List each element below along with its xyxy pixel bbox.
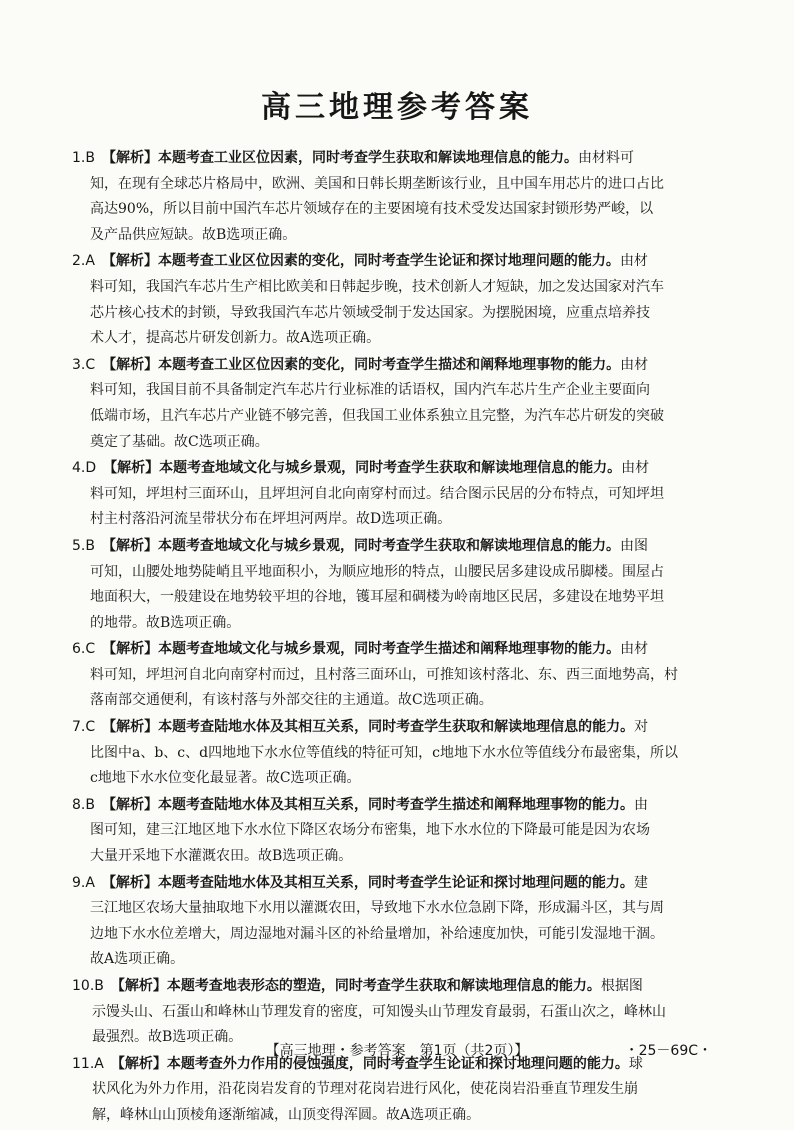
analysis-tag: 【解析】 bbox=[110, 1055, 167, 1072]
answer-text: 由材 bbox=[620, 641, 649, 658]
answer-number: 5.B bbox=[72, 537, 95, 554]
analysis-tag: 【解析】 bbox=[103, 460, 160, 477]
answer-lead: 本题考查工业区位因素的变化，同时考查学生论证和探讨地理问题的能力。 bbox=[157, 253, 620, 270]
answer-text: 对 bbox=[634, 719, 649, 736]
answer-text-line: 故A选项正确。 bbox=[90, 951, 185, 968]
answer-text-line: 高达90%，所以目前中国汽车芯片领域存在的主要困境有技术受发达国家封锁形势严峻，以 bbox=[90, 201, 654, 218]
answer-item bbox=[72, 249, 722, 351]
answer-text-line: 边地下水水位差增大，周边湿地对漏斗区的补给量增加，补给速度加快，可能引发湿地干涸。 bbox=[90, 925, 664, 942]
answer-text: 由材料可 bbox=[577, 150, 634, 166]
answer-text-line: 料可知，坪坦村三面环山，且坪坦河自北向南穿村而过。结合图示民居的分布特点，可知坪坦 bbox=[90, 485, 664, 502]
answer-number: 1.B bbox=[72, 150, 95, 166]
answer-text-line: 大量开采地下水灌溉农田。故B选项正确。 bbox=[90, 848, 353, 865]
answer-text-line: 最强烈。故B选项正确。 bbox=[92, 1029, 243, 1046]
answer-lead: 本题考查地域文化与城乡景观，同时考查学生获取和解读地理信息的能力。 bbox=[157, 537, 620, 554]
answer-list bbox=[72, 146, 722, 1130]
answer-text-line: c地地下水水位变化最显著。故C选项正确。 bbox=[90, 770, 361, 787]
answer-text: 球 bbox=[628, 1055, 643, 1072]
analysis-tag: 【解析】 bbox=[101, 874, 158, 891]
page-title: 高三地理参考答案 bbox=[261, 90, 533, 125]
answer-number: 2.A bbox=[72, 253, 95, 270]
answer-first-line bbox=[72, 534, 722, 560]
answer-item bbox=[72, 637, 722, 714]
answer-text-line: 低端市场，且汽车芯片产业链不够完善，但我国工业体系独立且完整，为汽车芯片研发的突破 bbox=[90, 407, 664, 424]
analysis-tag: 【解析】 bbox=[101, 537, 158, 554]
answer-lead: 本题考查工业区位因素，同时考查学生获取和解读地理信息的能力。 bbox=[157, 150, 578, 166]
answer-text: 由材 bbox=[619, 253, 648, 270]
answer-text-line: 知，在现有全球芯片格局中，欧洲、美国和日韩长期垄断该行业，且中国车用芯片的进口占比 bbox=[90, 175, 664, 192]
answer-text-line: 三江地区农场大量抽取地下水用以灌溉农田，导致地下水水位急剧下降，形成漏斗区，其与周 bbox=[90, 900, 664, 917]
answer-text: 由图 bbox=[619, 537, 648, 554]
answer-first-line bbox=[72, 793, 722, 819]
answer-text: 根据图 bbox=[600, 978, 643, 994]
answer-text-line: 料可知，我国汽车芯片生产相比欧美和日韩起步晚，技术创新人才短缺，加之发达国家对汽车 bbox=[90, 278, 664, 295]
answer-text-line: 料可知，坪坦河自北向南穿村而过，且村落三面环山，可推知该村落北、东、西三面地势高，村 bbox=[90, 666, 678, 683]
answer-first-line bbox=[72, 871, 722, 897]
answer-number: 9.A bbox=[72, 874, 95, 891]
answer-text-line: 图可知，建三江地区地下水水位下降区农场分布密集，地下水水位的下降最可能是因为农场 bbox=[90, 822, 650, 839]
answer-text-line: 落南部交通便利，有该村落与外部交往的主通道。故C选项正确。 bbox=[90, 692, 493, 709]
answer-text-line: 示馒头山、石蛋山和峰林山节理发育的密度，可知馒头山节理发育最弱，石蛋山次之，峰林山 bbox=[92, 1003, 666, 1020]
answer-first-line bbox=[72, 456, 722, 482]
answer-lead: 本题考查外力作用的侵蚀强度，同时考查学生论证和探讨地理问题的能力。 bbox=[166, 1055, 629, 1072]
answer-text-line: 状风化为外力作用，沿花岗岩发育的节理对花岗岩进行风化，使花岗岩沿垂直节理发生崩 bbox=[92, 1081, 638, 1098]
answer-text-line: 芯片核心技术的封锁，导致我国汽车芯片领域受制于发达国家。为摆脱困境，应重点培养技 bbox=[90, 304, 650, 321]
answer-number: 7.C bbox=[72, 719, 96, 736]
footer-code: ・25－69C・ bbox=[624, 1043, 712, 1059]
answer-text-line: 地面积大，一般建设在地势较平坦的谷地，镬耳屋和碉楼为岭南地区民居，多建设在地势平坦 bbox=[90, 589, 664, 606]
footer-page-info: 【高三地理・参考答案 第1页（共2页）】 bbox=[265, 1043, 529, 1059]
answer-text: 由材 bbox=[620, 356, 649, 373]
analysis-tag: 【解析】 bbox=[102, 356, 159, 373]
answer-text-line: 及产品供应短缺。故B选项正确。 bbox=[90, 226, 297, 243]
answer-item bbox=[72, 146, 722, 248]
analysis-tag: 【解析】 bbox=[102, 719, 159, 736]
answer-text-line: 村主村落沿河流呈带状分布在坪坦河两岸。故D选项正确。 bbox=[90, 511, 452, 528]
answer-first-line bbox=[72, 353, 722, 379]
answer-text-line: 的地带。故B选项正确。 bbox=[90, 614, 241, 631]
answer-item bbox=[72, 1052, 722, 1129]
answer-text-line: 奠定了基础。故C选项正确。 bbox=[90, 433, 269, 450]
answer-number: 10.B bbox=[72, 978, 104, 994]
answer-item bbox=[72, 353, 722, 455]
answer-text-line: 解，峰林山山顶棱角逐渐缩减，山顶变得浑圆。故A选项正确。 bbox=[92, 1106, 481, 1123]
analysis-tag: 【解析】 bbox=[110, 978, 167, 994]
answer-item bbox=[72, 534, 722, 636]
answer-first-line bbox=[72, 249, 722, 275]
answer-lead: 本题考查地域文化与城乡景观，同时考查学生描述和阐释地理事物的能力。 bbox=[158, 641, 621, 658]
answer-number: 3.C bbox=[72, 356, 96, 373]
answer-lead: 本题考查陆地水体及其相互关系，同时考查学生论证和探讨地理问题的能力。 bbox=[157, 874, 634, 891]
analysis-tag: 【解析】 bbox=[102, 641, 159, 658]
answer-number: 11.A bbox=[72, 1055, 104, 1072]
answer-lead: 本题考查陆地水体及其相互关系，同时考查学生描述和阐释地理事物的能力。 bbox=[157, 796, 634, 813]
answer-text-line: 比图中a、b、c、d四地地下水水位等值线的特征可知，c地地下水水位等值线分布最密集，所以 bbox=[90, 744, 678, 761]
answer-text-line: 术人才，提高芯片研发创新力。故A选项正确。 bbox=[90, 330, 381, 347]
answer-text: 由材 bbox=[621, 460, 650, 477]
analysis-tag: 【解析】 bbox=[101, 150, 158, 166]
answer-first-line bbox=[72, 637, 722, 663]
answer-text-line: 可知，山腰处地势陡峭且平地面积小，为顺应地形的特点，山腰民居多建设成吊脚楼。围屋占 bbox=[90, 563, 664, 580]
answer-number: 4.D bbox=[72, 460, 97, 477]
answer-text: 由 bbox=[633, 796, 648, 813]
answer-lead: 本题考查陆地水体及其相互关系，同时考查学生获取和解读地理信息的能力。 bbox=[158, 719, 635, 736]
answer-item bbox=[72, 793, 722, 870]
analysis-tag: 【解析】 bbox=[101, 796, 158, 813]
analysis-tag: 【解析】 bbox=[101, 253, 158, 270]
answer-item bbox=[72, 456, 722, 533]
answer-number: 6.C bbox=[72, 641, 96, 658]
answer-number: 8.B bbox=[72, 796, 95, 813]
answer-item bbox=[72, 871, 722, 973]
answer-first-line bbox=[72, 974, 722, 1000]
answer-text-line: 料可知，我国目前不具备制定汽车芯片行业标准的话语权，国内汽车芯片生产企业主要面向 bbox=[90, 382, 650, 399]
answer-lead: 本题考查地表形态的塑造，同时考查学生获取和解读地理信息的能力。 bbox=[166, 978, 601, 994]
answer-first-line bbox=[72, 715, 722, 741]
answer-text: 建 bbox=[633, 874, 648, 891]
answer-lead: 本题考查地域文化与城乡景观，同时考查学生获取和解读地理信息的能力。 bbox=[159, 460, 622, 477]
answer-lead: 本题考查工业区位因素的变化，同时考查学生描述和阐释地理事物的能力。 bbox=[158, 356, 621, 373]
answer-item bbox=[72, 715, 722, 792]
answer-first-line bbox=[72, 146, 722, 172]
